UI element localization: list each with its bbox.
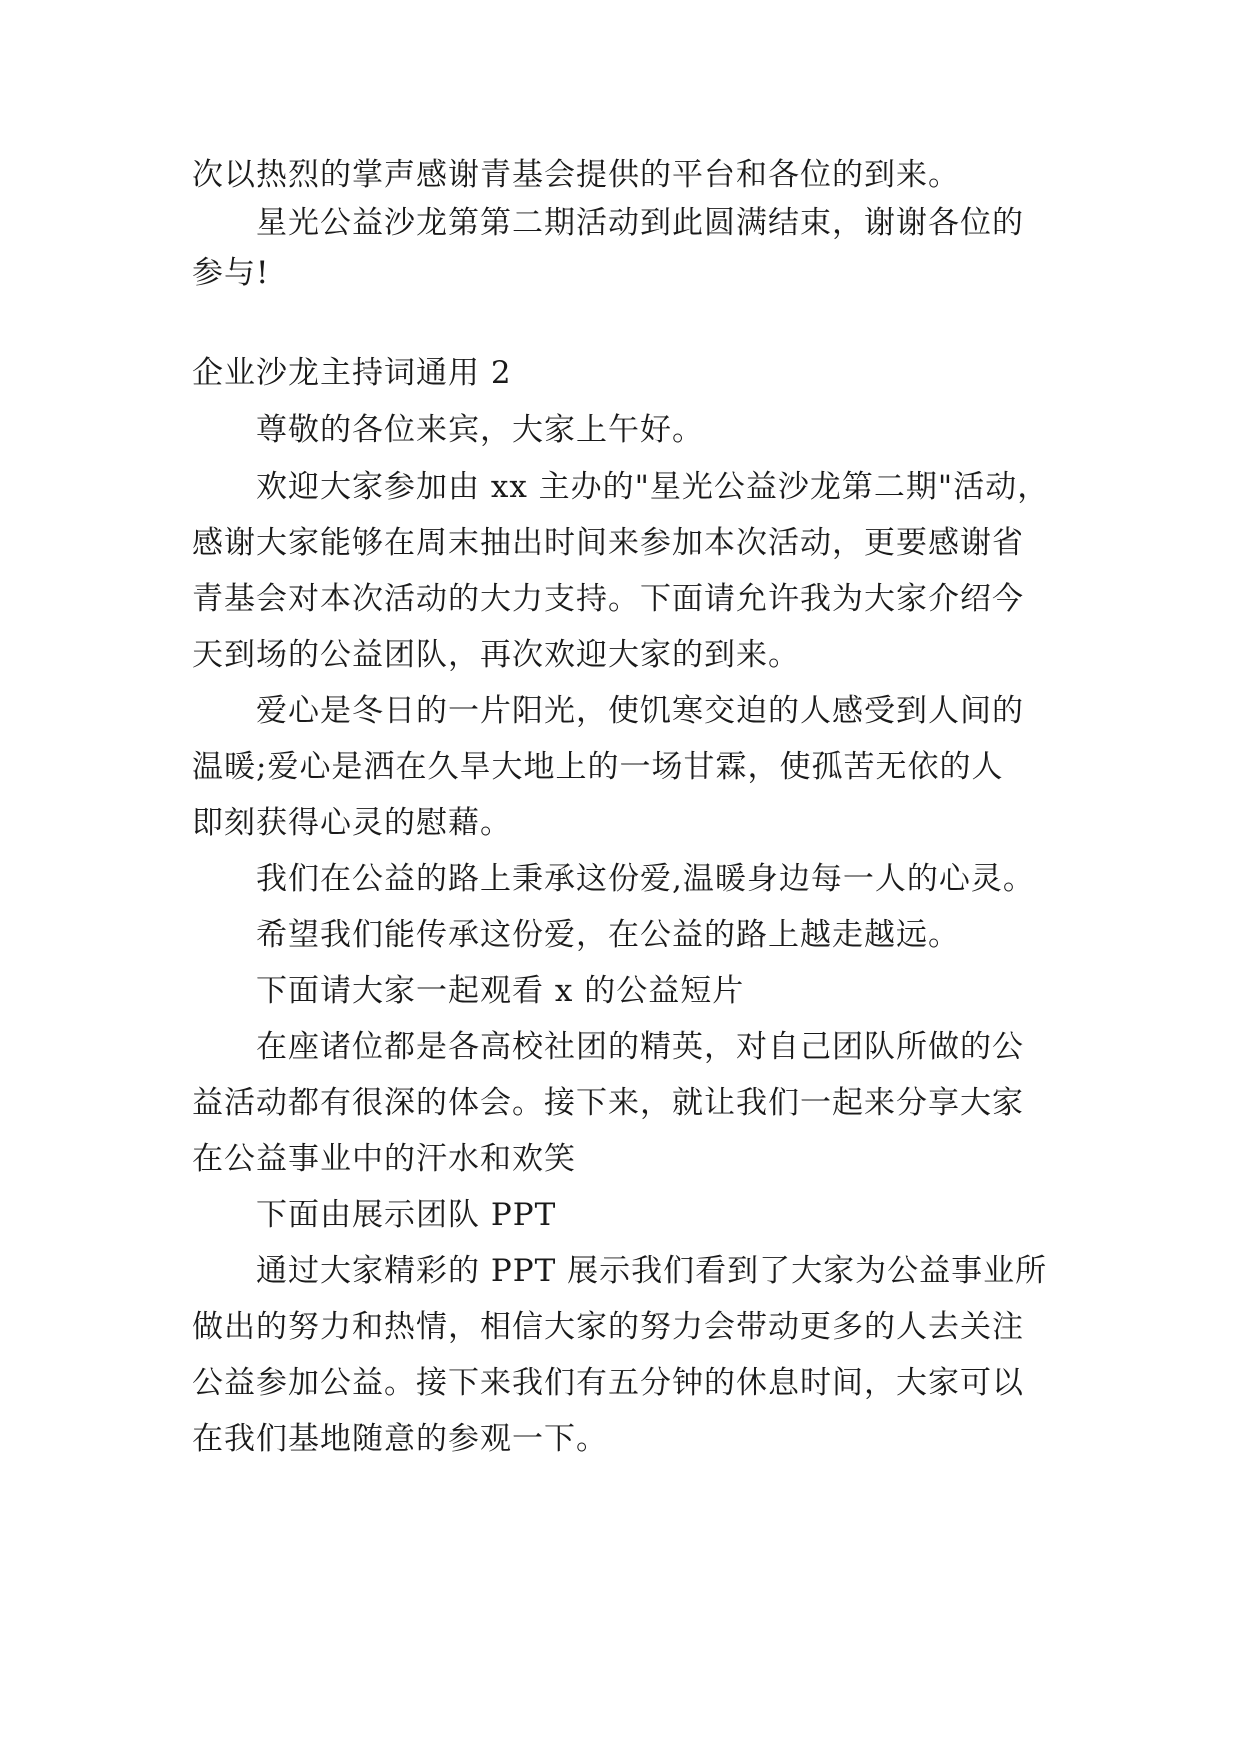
paragraph-line: 下面由展示团队 PPT [256,1197,557,1233]
paragraph-line: 公益参加公益。接下来我们有五分钟的休息时间，大家可以 [192,1365,1024,1401]
paragraph-line: 欢迎大家参加由 xx 主办的"星光公益沙龙第二期"活动， [256,469,1050,505]
paragraph-line: 通过大家精彩的 PPT 展示我们看到了大家为公益事业所 [256,1253,1048,1289]
paragraph-line: 参与! [192,255,270,291]
paragraph-line: 在我们基地随意的参观一下。 [192,1421,608,1457]
paragraph-line: 感谢大家能够在周末抽出时间来参加本次活动，更要感谢省 [192,525,1024,561]
paragraph-line: 在座诸位都是各高校社团的精英，对自己团队所做的公 [256,1029,1024,1065]
paragraph-line: 益活动都有很深的体会。接下来，就让我们一起来分享大家 [192,1085,1024,1121]
continuation-line: 次以热烈的掌声感谢青基会提供的平台和各位的到来。 [192,157,960,193]
paragraph-line: 青基会对本次活动的大力支持。下面请允许我为大家介绍今 [192,581,1024,617]
paragraph-line: 即刻获得心灵的慰藉。 [192,805,512,841]
paragraph-line: 在公益事业中的汗水和欢笑 [192,1141,576,1177]
paragraph-line: 我们在公益的路上秉承这份爱,温暖身边每一人的心灵。 [256,861,1035,897]
paragraph-line: 星光公益沙龙第第二期活动到此圆满结束，谢谢各位的 [256,205,1024,241]
paragraph-line: 温暖;爱心是洒在久旱大地上的一场甘霖，使孤苦无依的人 [192,749,1004,785]
paragraph-line: 天到场的公益团队，再次欢迎大家的到来。 [192,637,800,673]
paragraph-line: 尊敬的各位来宾，大家上午好。 [256,412,704,448]
paragraph-line: 希望我们能传承这份爱，在公益的路上越走越远。 [256,917,960,953]
paragraph-line: 做出的努力和热情，相信大家的努力会带动更多的人去关注 [192,1309,1024,1345]
paragraph-line: 爱心是冬日的一片阳光，使饥寒交迫的人感受到人间的 [256,693,1024,729]
section-heading: 企业沙龙主持词通用 2 [192,355,512,391]
paragraph-line: 下面请大家一起观看 x 的公益短片 [256,973,745,1009]
